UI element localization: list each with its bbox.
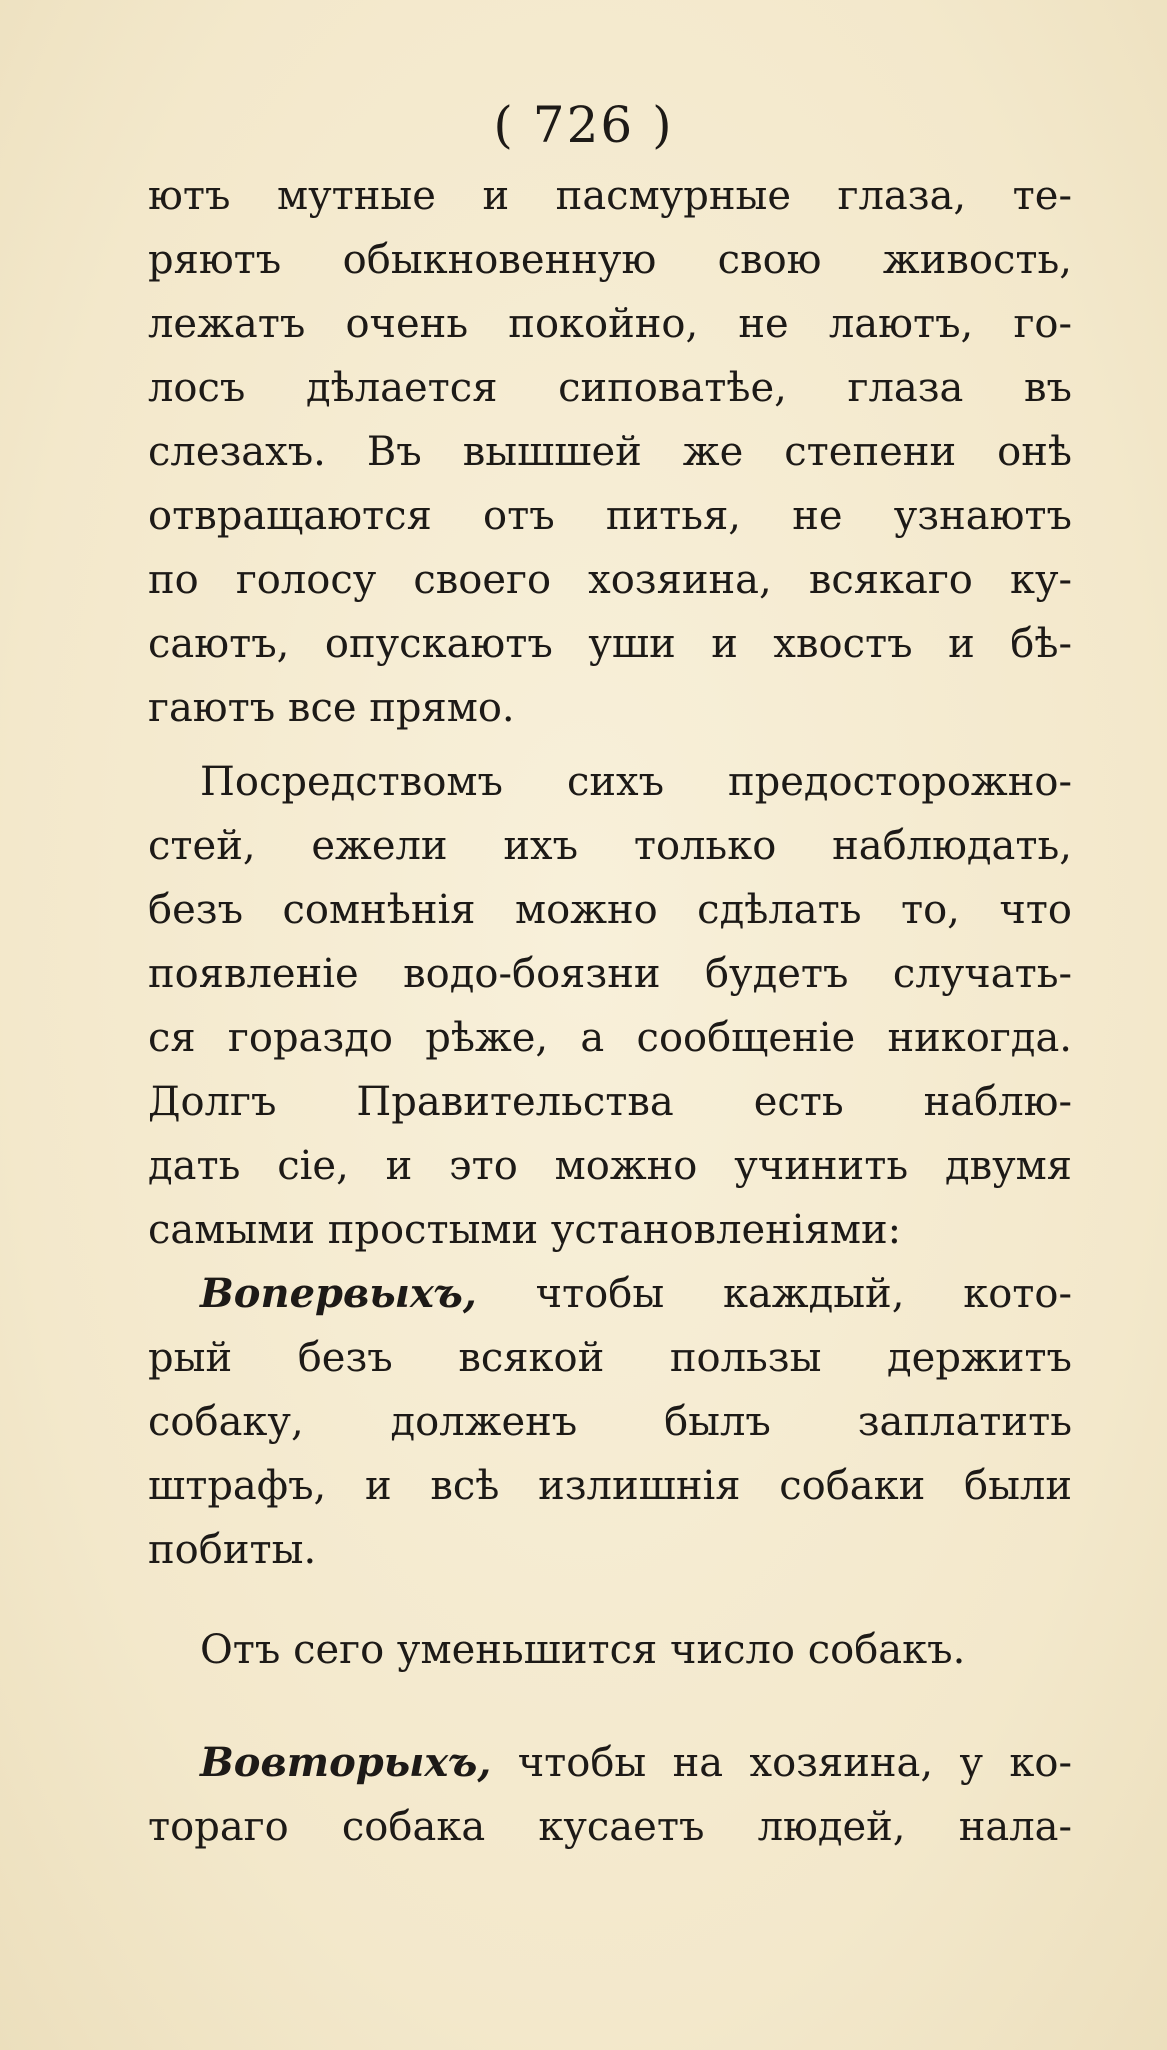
- text-line: Отъ сего уменьшится число собакъ.: [200, 1627, 966, 1673]
- text-line: отвращаются отъ питья, не узнаютъ: [148, 493, 1072, 539]
- text-line: слезахъ. Въ вышшей же степени онѣ: [148, 429, 1072, 475]
- page-number: ( 726 ): [493, 96, 674, 154]
- text-line: собаку, долженъ былъ заплатить: [148, 1399, 1072, 1445]
- text-line: гаютъ все прямо.: [148, 685, 515, 731]
- text-line: появленіе водо-боязни будетъ случать-: [148, 951, 1072, 997]
- text-line: [148, 1262, 1072, 1326]
- emphasis-term: Вовторыхъ,: [200, 1739, 492, 1786]
- emphasis-term: Вопервыхъ,: [200, 1270, 477, 1317]
- text-fragment: чтобы каждый, кото-: [535, 1271, 1073, 1317]
- text-line: стей, ежели ихъ только наблюдать,: [148, 823, 1072, 869]
- text-line: ряютъ обыкновенную свою живость,: [148, 237, 1072, 283]
- paragraph-second-rule: [148, 1731, 1072, 1859]
- text-line: лосъ дѣлается сиповатѣе, глаза въ: [148, 365, 1072, 411]
- text-line: ся гораздо рѣже, а сообщеніе никогда.: [148, 1015, 1072, 1061]
- text-line: рый безъ всякой пользы держитъ: [148, 1335, 1072, 1381]
- text-line: саютъ, опускаютъ уши и хвостъ и бѣ-: [148, 621, 1072, 667]
- text-line: безъ сомнѣнія можно сдѣлать то, что: [148, 887, 1072, 933]
- paragraph-continuation: [148, 164, 1072, 740]
- text-line: самыми простыми установленіями:: [148, 1207, 902, 1253]
- paragraph-precautions: [148, 750, 1072, 1262]
- text-line: [148, 1731, 1072, 1795]
- text-line: лежатъ очень покойно, не лаютъ, го-: [148, 301, 1072, 347]
- paragraph-consequence: [148, 1618, 1072, 1682]
- text-line: штрафъ, и всѣ излишнія собаки были: [148, 1463, 1072, 1509]
- text-fragment: чтобы на хозяина, у ко-: [517, 1740, 1072, 1786]
- text-line: Долгъ Правительства есть наблю-: [148, 1079, 1072, 1125]
- text-line: дать сіе, и это можно учинить двумя: [148, 1143, 1072, 1189]
- text-line: побиты.: [148, 1527, 317, 1573]
- paragraph-first-rule: [148, 1262, 1072, 1582]
- text-line: тораго собака кусаетъ людей, нала-: [148, 1804, 1072, 1850]
- text-line: ютъ мутные и пасмурные глаза, те-: [148, 173, 1072, 219]
- text-line: по голосу своего хозяина, всякаго ку-: [148, 557, 1072, 603]
- text-line: Посредствомъ сихъ предосторожно-: [200, 759, 1072, 805]
